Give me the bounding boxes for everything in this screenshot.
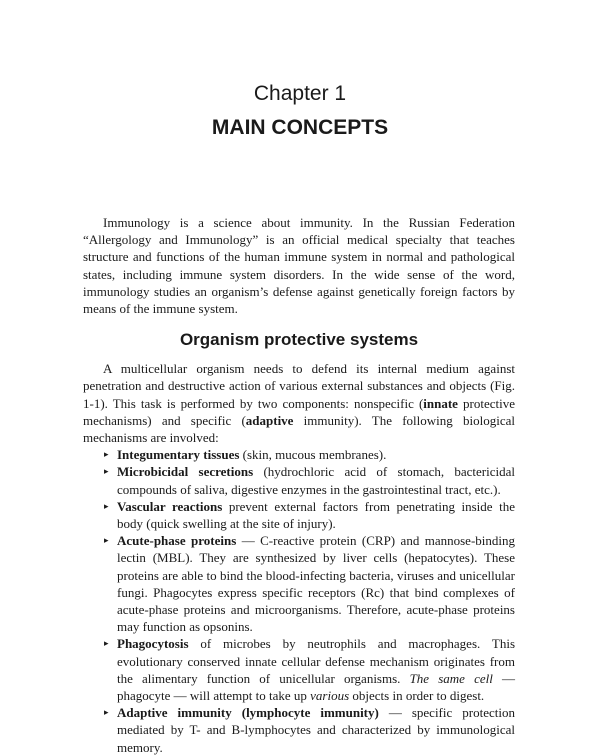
section-paragraph-end: immunity). The following biological mechanisms are involved:: [83, 412, 515, 446]
section-paragraph-mid: protective mechanisms) and specific (: [83, 395, 515, 428]
list-item-text: — phagocyte — will attempt to take up: [117, 670, 515, 704]
list-item: [83, 446, 515, 463]
list-item-text: — specific protection mediated by T- and B-lymphocytes and characterized by immunological memory.: [117, 705, 515, 755]
list-item-term: Vascular reactions: [117, 498, 223, 514]
list-item: [83, 463, 515, 497]
chapter-title: MAIN CONCEPTS: [211, 116, 389, 139]
bullet-triangle-icon: ▸: [104, 466, 109, 477]
section-paragraph: [83, 360, 515, 446]
adaptive-term: adaptive: [245, 412, 294, 428]
list-item-term: Phagocytosis: [117, 636, 189, 652]
section-heading: Organism protective systems: [179, 330, 419, 350]
bullet-triangle-icon: ▸: [104, 707, 109, 718]
list-item: [83, 498, 515, 532]
bullet-triangle-icon: ▸: [104, 535, 109, 546]
list-item: [83, 635, 515, 704]
list-item-text: objects in order to digest.: [349, 688, 485, 704]
list-item-text: (hydrochloric acid of stomach, bactericidal compounds of saliva, digestive enzymes in the gastrointestinal tract, etc.).: [117, 464, 515, 497]
list-item-text: prevent external factors from penetrating inside the body (quick swelling at the site of injury).: [117, 498, 515, 532]
mechanism-list: [83, 446, 515, 756]
chapter-label: Chapter 1: [253, 82, 347, 105]
bullet-triangle-icon: ▸: [104, 449, 109, 460]
innate-term: innate: [423, 395, 458, 411]
list-item-term: Acute-phase proteins: [117, 533, 237, 549]
list-item-italic: various: [310, 688, 350, 704]
intro-paragraph: Immunology is a science about immunity. In the Russian Federation “Allergology and Immunology” is an official medical specialty that teaches structure and functions of the human immune system in normal and pathological states, including immune system disorders. In the wide sense of the word, immunology studies an organism’s defense against genetically foreign factors by means of the immune system.: [83, 215, 515, 317]
list-item-text: — C-reactive protein (CRP) and mannose-binding lectin (MBL). They are synthesized by liver cells (hepatocytes). These proteins are able to bind the blood-infecting bacteria, viruses and unicellular fungi. Phagocytes express specific receptors (Rc) that bind complexes of acute-phase proteins and microorganisms. Therefore, acute-phase proteins may function as opsonins.: [117, 533, 515, 635]
page-body: [83, 214, 515, 756]
bullet-triangle-icon: ▸: [104, 638, 109, 649]
list-item-italic: The same cell: [409, 670, 493, 686]
section-paragraph-start: A multicellular organism needs to defend its internal medium against penetration and destructive action of various external substances and objects (Fig. 1-1). This task is performed by two components: nonspecific (: [83, 361, 515, 411]
list-item-term: Microbicidal secretions: [117, 464, 254, 480]
list-item: [83, 532, 515, 635]
list-item-term: Adaptive immunity (lymphocyte immunity): [117, 705, 379, 721]
list-item-text: (skin, mucous membranes).: [239, 447, 387, 463]
list-item-term: Integumentary tissues: [117, 447, 240, 463]
list-item-text: of microbes by neutrophils and macrophages. This evolutionary conserved innate cellular defense mechanism originates from the alimentary function of unicellular organisms.: [117, 636, 515, 686]
list-item: [83, 704, 515, 756]
bullet-triangle-icon: ▸: [104, 500, 109, 511]
